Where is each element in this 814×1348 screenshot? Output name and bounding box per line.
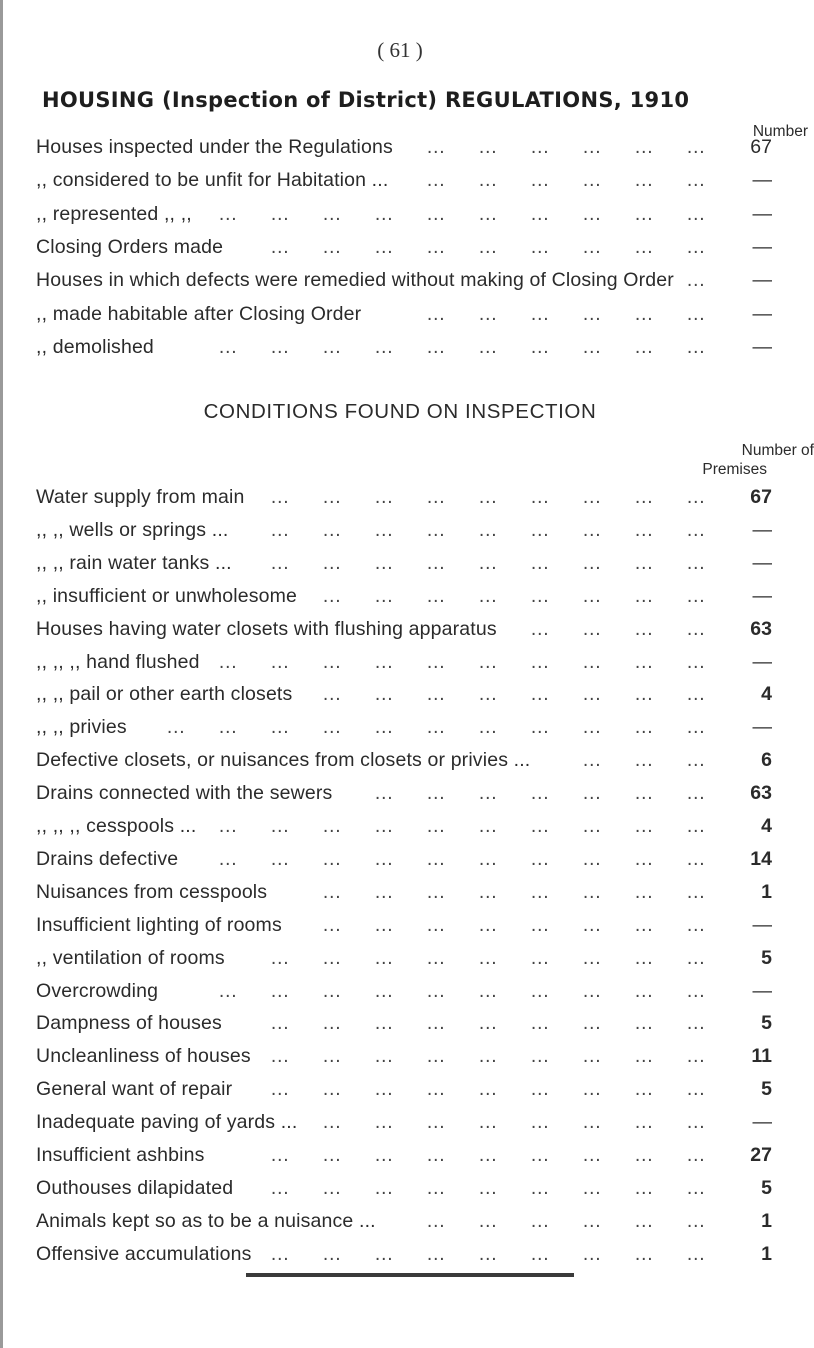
row-label: Inadequate paving of yards ... bbox=[36, 1111, 298, 1134]
table-row: Closing Orders made — … … … … … … … … … bbox=[36, 232, 772, 262]
row-label: Insufficient lighting of rooms bbox=[36, 913, 282, 936]
row-value: — bbox=[752, 269, 772, 292]
row-label: Houses inspected under the Regulations bbox=[36, 136, 393, 158]
table-row: ,, ,, rain water tanks ... — … … … … … … … … … bbox=[36, 548, 772, 578]
row-value: 4 bbox=[761, 683, 772, 706]
row-value: 14 bbox=[750, 847, 772, 870]
row-label: Drains connected with the sewers bbox=[36, 782, 333, 805]
table-row: Animals kept so as to be a nuisance ... 1 … … … … … … bbox=[36, 1206, 772, 1236]
row-value: 11 bbox=[751, 1045, 772, 1068]
row-value: — bbox=[752, 650, 772, 673]
table-row: ,, demolished — … … … … … … … … … … bbox=[36, 332, 772, 362]
row-label: Uncleanliness of houses bbox=[36, 1045, 251, 1068]
row-value: — bbox=[752, 335, 772, 358]
row-value: — bbox=[752, 913, 772, 936]
row-value: — bbox=[752, 302, 772, 325]
row-value: — bbox=[752, 551, 772, 574]
row-label: ,, ,, privies bbox=[36, 716, 127, 739]
row-label: Dampness of houses bbox=[36, 1012, 222, 1035]
row-value: — bbox=[752, 235, 772, 258]
row-label: Houses in which defects were remedied without making of Closing Order bbox=[36, 269, 674, 292]
table-row: Drains defective 14 … … … … … … … … … … bbox=[36, 844, 772, 874]
row-label: Overcrowding bbox=[36, 979, 159, 1002]
row-value: 63 bbox=[750, 617, 772, 640]
table-row: Water supply from main 67 … … … … … … … … … bbox=[36, 482, 772, 512]
row-label: Water supply from main bbox=[36, 486, 245, 508]
row-value: 67 bbox=[750, 486, 772, 508]
table-row: Houses having water closets with flushing apparatus 63 … … … … bbox=[36, 614, 772, 644]
row-label: ,, demolished bbox=[36, 335, 154, 358]
row-label: Nuisances from cesspools bbox=[36, 880, 268, 903]
row-value: 5 bbox=[761, 1078, 772, 1101]
row-value: — bbox=[752, 518, 772, 541]
row-label: Outhouses dilapidated bbox=[36, 1176, 234, 1199]
row-label: Defective closets, or nuisances from closets or privies ... bbox=[36, 749, 531, 772]
row-label: ,, insufficient or unwholesome bbox=[36, 584, 298, 607]
table-row: Overcrowding — … … … … … … … … … … bbox=[36, 976, 772, 1006]
table-row: Offensive accumulations 1 … … … … … … … … … bbox=[36, 1239, 772, 1269]
row-label: Insufficient ashbins bbox=[36, 1144, 205, 1166]
table-row: Outhouses dilapidated 5 … … … … … … … … … bbox=[36, 1173, 772, 1203]
row-value: 4 bbox=[761, 815, 772, 837]
row-value: 5 bbox=[761, 1012, 772, 1035]
row-label: ,, ,, ,, cesspools ... bbox=[36, 815, 197, 837]
table-row: Drains connected with the sewers 63 … … … … … … … bbox=[36, 778, 772, 808]
table-row: ,, considered to be unfit for Habitation ... — … … … … … … bbox=[36, 165, 772, 195]
row-value: — bbox=[752, 202, 772, 225]
page-title: HOUSING (Inspection of District) REGULATIONS, 1910 bbox=[42, 88, 690, 112]
page-number: ( 61 ) bbox=[377, 38, 423, 62]
row-label: ,, ,, wells or springs ... bbox=[36, 518, 229, 541]
closing-rule bbox=[246, 1273, 574, 1277]
row-label: Animals kept so as to be a nuisance ... bbox=[36, 1209, 376, 1232]
page-binding-edge bbox=[0, 0, 3, 1348]
row-label: General want of repair bbox=[36, 1078, 233, 1101]
table-row: ,, made habitable after Closing Order — … … … … … … bbox=[36, 299, 772, 329]
row-label: Offensive accumulations bbox=[36, 1242, 252, 1265]
table-row: ,, ,, ,, cesspools ... 4 … … … … … … … … … … bbox=[36, 811, 772, 841]
table-row: ,, insufficient or unwholesome — … … … … … … … … bbox=[36, 581, 772, 611]
table-row: Inadequate paving of yards ... — … … … … … … … … bbox=[36, 1107, 772, 1137]
row-label: Drains defective bbox=[36, 847, 179, 870]
row-value: 1 bbox=[761, 1209, 772, 1232]
row-value: — bbox=[752, 979, 772, 1002]
row-label: Houses having water closets with flushing apparatus bbox=[36, 617, 497, 640]
table-row: Insufficient lighting of rooms — … … … … … … … … bbox=[36, 910, 772, 940]
premises-column-header-line2: Premises bbox=[702, 461, 767, 478]
table-row: General want of repair 5 … … … … … … … … … bbox=[36, 1074, 772, 1104]
table-row: Uncleanliness of houses 11 … … … … … … … … … bbox=[36, 1041, 772, 1071]
row-value: 6 bbox=[761, 749, 772, 772]
row-value: 63 bbox=[750, 782, 772, 805]
row-value: — bbox=[752, 716, 772, 739]
table-row: ,, ventilation of rooms 5 … … … … … … … … … bbox=[36, 943, 772, 973]
table-row: ,, ,, wells or springs ... — … … … … … … … … … bbox=[36, 515, 772, 545]
row-label: ,, made habitable after Closing Order bbox=[36, 302, 362, 325]
table-row: Defective closets, or nuisances from closets or privies ... 6 … … … bbox=[36, 745, 772, 775]
row-value: 1 bbox=[761, 880, 772, 903]
row-value: — bbox=[752, 584, 772, 607]
table-row: Houses inspected under the Regulations 67 … … … … … … bbox=[36, 132, 772, 162]
table-row: Houses in which defects were remedied without making of Closing Order — … bbox=[36, 265, 772, 295]
row-value: — bbox=[752, 169, 772, 192]
table-row: ,, represented ,, ,, — … … … … … … … … … … bbox=[36, 199, 772, 229]
row-value: 1 bbox=[761, 1242, 772, 1265]
table-row: ,, ,, privies — … … … … … … … … … … … bbox=[36, 712, 772, 742]
row-label: ,, ,, pail or other earth closets bbox=[36, 683, 293, 706]
row-label: Closing Orders made bbox=[36, 235, 224, 258]
row-label: ,, ,, ,, hand flushed bbox=[36, 650, 200, 673]
row-label: ,, ventilation of rooms bbox=[36, 946, 225, 969]
row-label: ,, ,, rain water tanks ... bbox=[36, 551, 232, 574]
number-column-header: Number bbox=[752, 123, 808, 140]
conditions-section-heading: CONDITIONS FOUND ON INSPECTION bbox=[203, 400, 597, 423]
premises-column-header-line1: Number of bbox=[741, 442, 814, 459]
row-value: 27 bbox=[750, 1144, 772, 1166]
row-label: ,, considered to be unfit for Habitation ... bbox=[36, 169, 389, 192]
table-row: Dampness of houses 5 … … … … … … … … … bbox=[36, 1008, 772, 1038]
table-row: Nuisances from cesspools 1 … … … … … … … … bbox=[36, 877, 772, 907]
table-row: Insufficient ashbins 27 … … … … … … … … … bbox=[36, 1140, 772, 1170]
row-label: ,, represented ,, ,, bbox=[36, 202, 192, 225]
table-row: ,, ,, ,, hand flushed — … … … … … … … … … … bbox=[36, 647, 772, 677]
row-value: 67 bbox=[750, 136, 772, 158]
row-value: 5 bbox=[761, 1176, 772, 1199]
row-value: — bbox=[752, 1111, 772, 1134]
row-value: 5 bbox=[761, 946, 772, 969]
table-row: ,, ,, pail or other earth closets 4 … … … … … … … … bbox=[36, 679, 772, 709]
